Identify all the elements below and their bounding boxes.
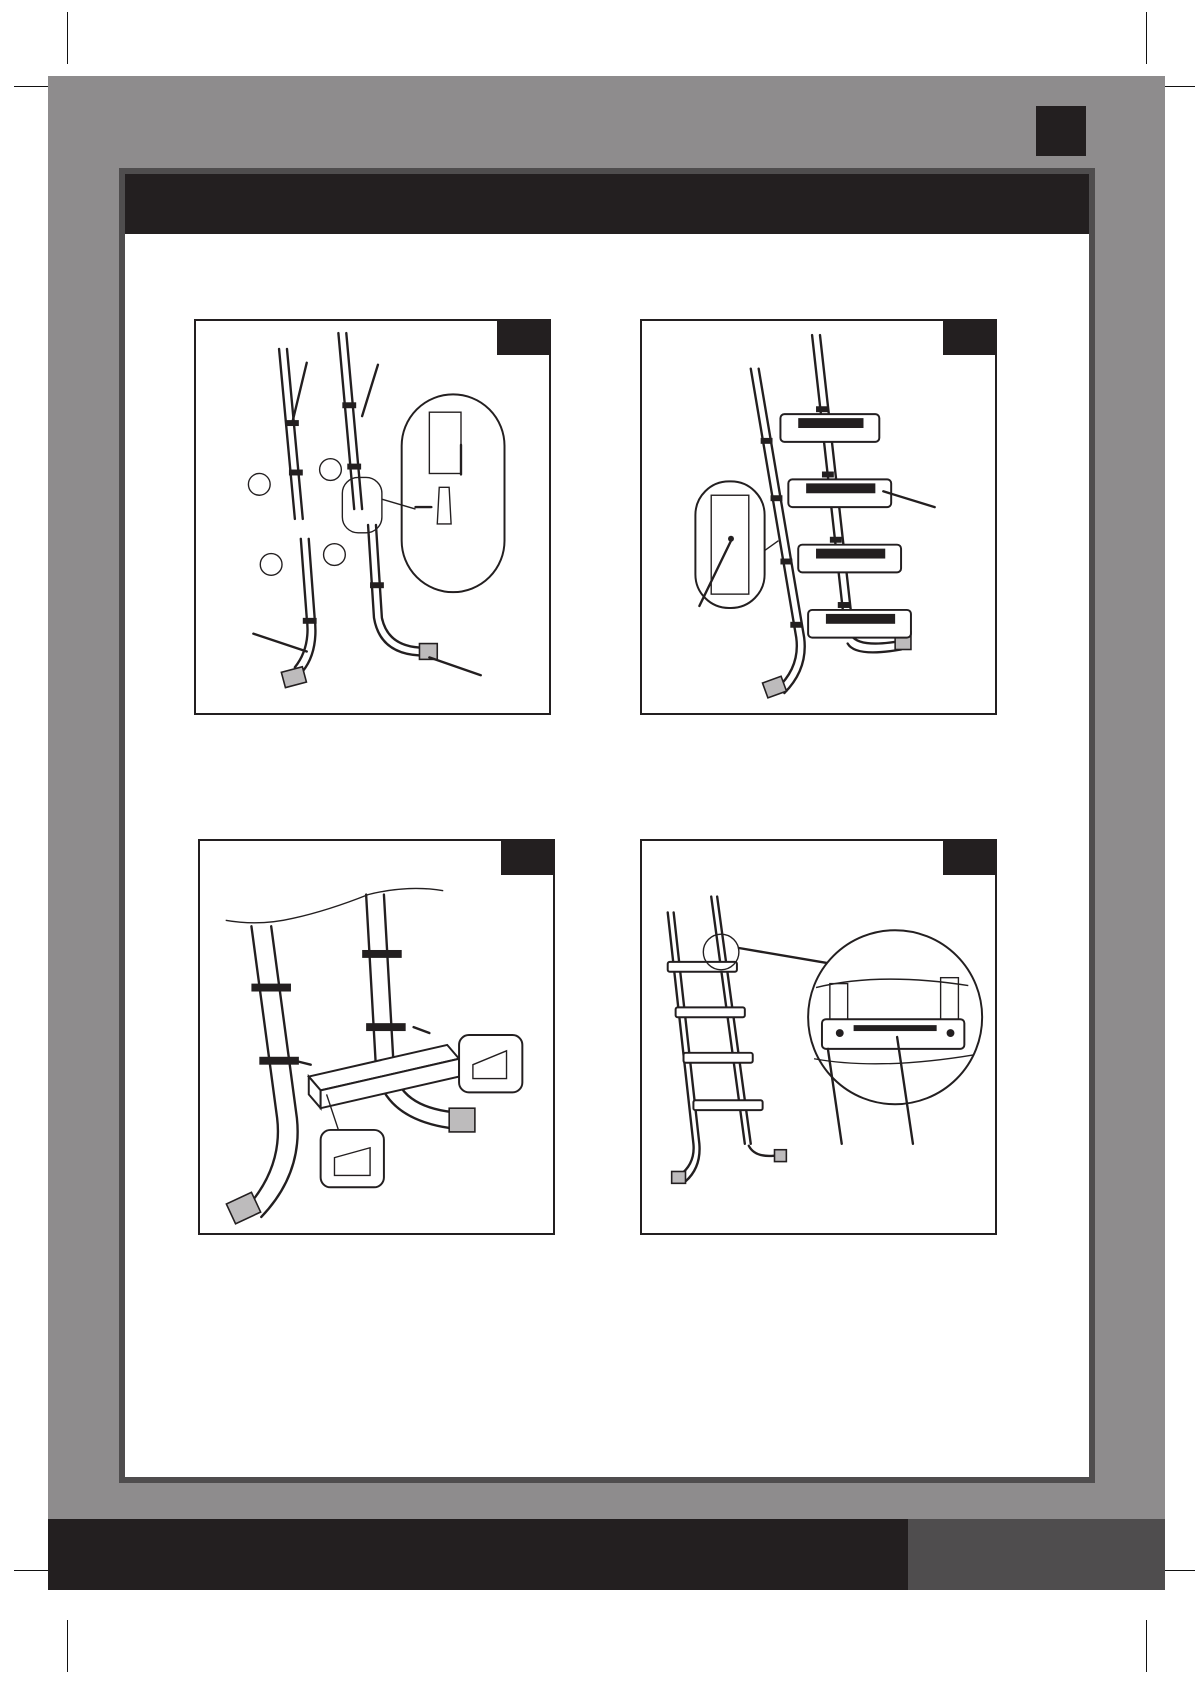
step-panel-2 [640,319,997,715]
page-number-box [1036,106,1086,156]
step-panel-3 [198,839,555,1235]
ladder-illustration-step-4 [642,841,995,1233]
ladder-illustration-step-2 [642,321,995,713]
crop-mark-bottom-left-v [67,1620,68,1672]
step-panel-4 [640,839,997,1235]
crop-mark-top-left-v [67,12,68,64]
crop-mark-top-right-v [1146,12,1147,64]
footer-bar [48,1519,908,1590]
crop-mark-bottom-right-v [1146,1620,1147,1672]
ladder-illustration-step-3 [200,841,553,1233]
section-title-bar [125,174,1089,234]
ladder-illustration-step-1 [196,321,549,713]
footer-tab [908,1519,1165,1590]
step-panel-1 [194,319,551,715]
